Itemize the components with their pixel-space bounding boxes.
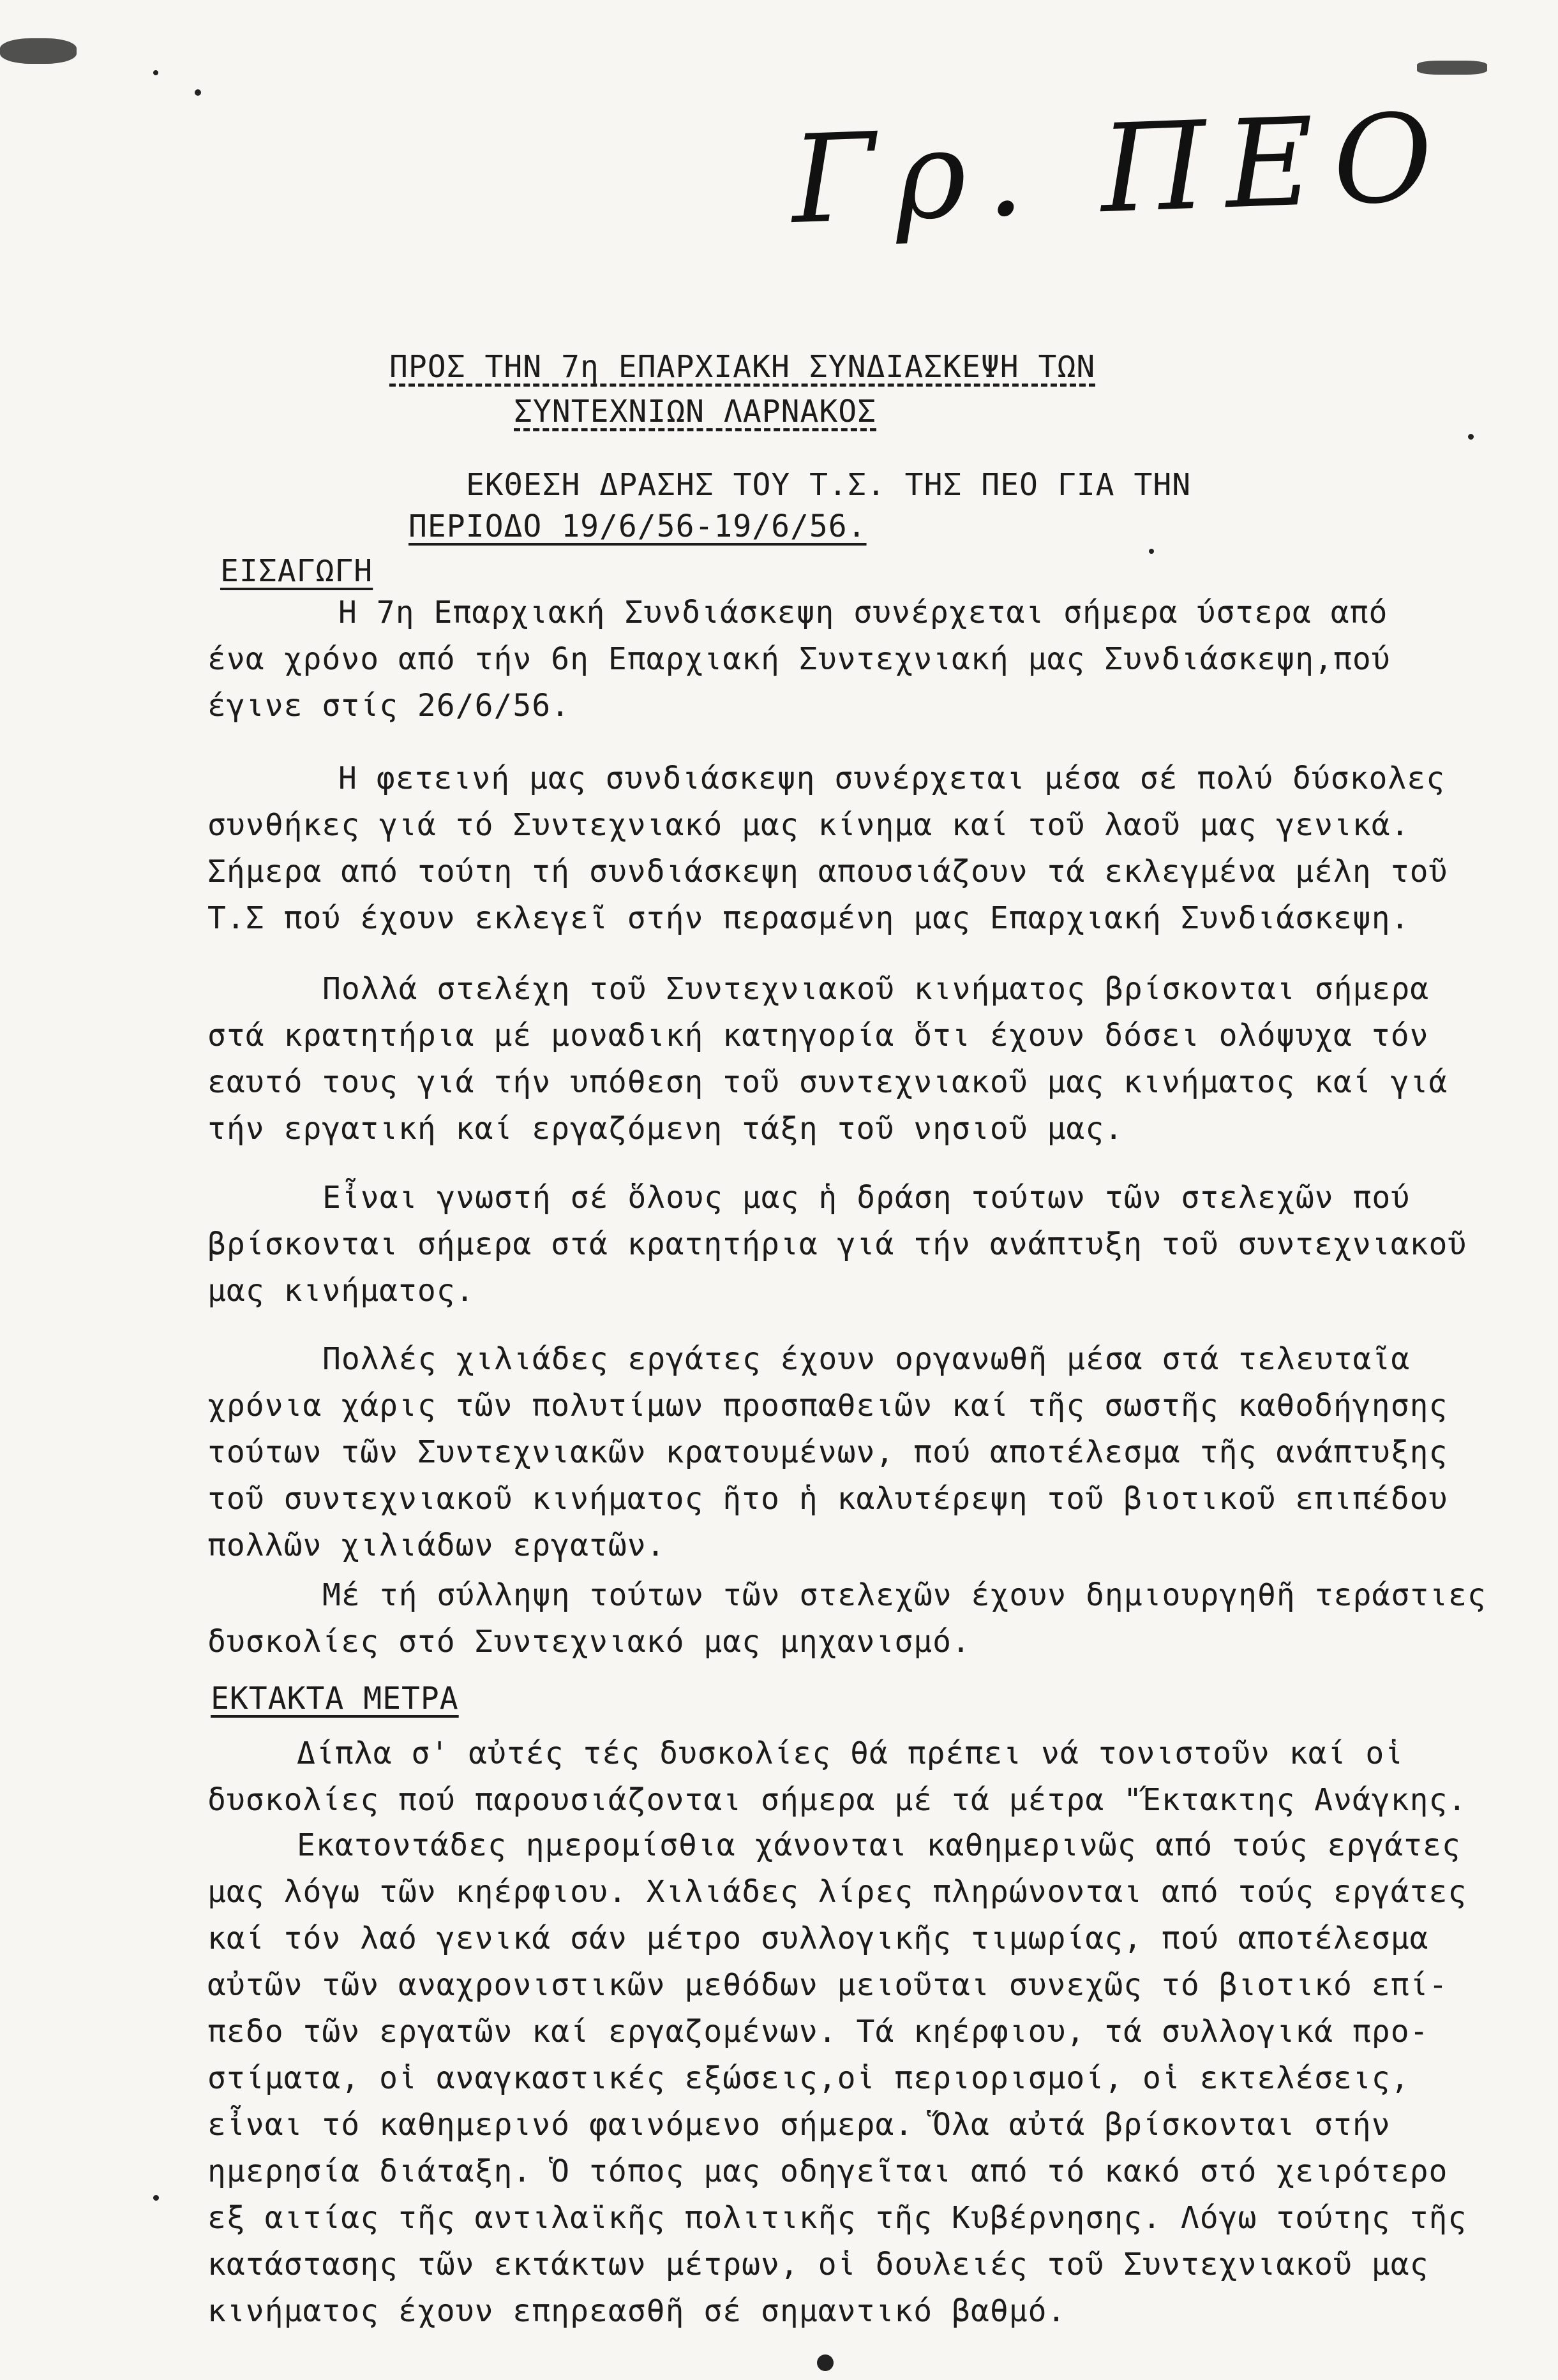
text-line: πολλῶν χιλιάδων εργατῶν. bbox=[207, 1528, 666, 1563]
text-line: κατάστασης τῶν εκτάκτων μέτρων, οἱ δουλειές τοῦ Συντεχνιακοῦ μας bbox=[207, 2247, 1429, 2282]
text-line: εαυτό τους γιά τήν υπόθεση τοῦ συντεχνιακοῦ μας κινήματος καί γιά bbox=[207, 1064, 1448, 1100]
scan-speck bbox=[817, 2354, 834, 2371]
text-line: εἶναι τό καθημερινό φαινόμενο σήμερα. Ὅλα αὐτά βρίσκονται στήν bbox=[207, 2107, 1391, 2143]
text-line: μας κινήματος. bbox=[207, 1273, 475, 1309]
scan-speck bbox=[1149, 549, 1154, 554]
text-line: ένα χρόνο από τήν 6η Επαρχιακή Συντεχνιακή μας Συνδιάσκεψη,πού bbox=[207, 641, 1391, 677]
text-line: κινήματος έχουν επηρεασθῆ σέ σημαντικό βαθμό. bbox=[207, 2293, 1067, 2329]
text-line: τοῦ συντεχνιακοῦ κινήματος ῆτο ἡ καλυτέρεψη τοῦ βιοτικοῦ επιπέδου bbox=[207, 1481, 1448, 1517]
heading-line-4: ΠΕΡΙΟΔΟ 19/6/56-19/6/56. bbox=[408, 509, 867, 544]
text-line: δυσκολίες πού παρουσιάζονται σήμερα μέ τά μέτρα "Έκτακτης Ανάγκης. bbox=[207, 1782, 1467, 1818]
text-line: βρίσκονται σήμερα στά κρατητήρια γιά τήν ανάπτυξη τοῦ συντεχνιακοῦ bbox=[207, 1226, 1467, 1262]
scan-speck bbox=[153, 70, 158, 75]
text-line: Μέ τή σύλληψη τούτων τῶν στελεχῶν έχουν δημιουργηθῆ τεράστιες bbox=[322, 1577, 1487, 1613]
text-line: στίματα, οἱ αναγκαστικές εξώσεις,οἱ περιορισμοί, οἱ εκτελέσεις, bbox=[207, 2060, 1410, 2096]
heading-line-1: ΠΡΟΣ ΤΗΝ 7η ΕΠΑΡΧΙΑΚΗ ΣΥΝΔΙΑΣΚΕΨΗ ΤΩΝ bbox=[389, 349, 1096, 385]
text-line: αὐτῶν τῶν αναχρονιστικῶν μεθόδων μειοῦται συνεχῶς τό βιοτικό επί- bbox=[207, 1967, 1448, 2003]
text-line: εξ αιτίας τῆς αντιλαϊκῆς πολιτικῆς τῆς Κυβέρνησης. Λόγω τούτης τῆς bbox=[207, 2200, 1467, 2236]
text-line: Η φετεινή μας συνδιάσκεψη συνέρχεται μέσα σέ πολύ δύσκολες bbox=[338, 761, 1446, 796]
text-line: Πολλές χιλιάδες εργάτες έχουν οργανωθῆ μέσα στά τελευταῖα bbox=[322, 1341, 1411, 1377]
text-line: χρόνια χάρις τῶν πολυτίμων προσπαθειῶν καί τῆς σωστῆς καθοδήγησης bbox=[207, 1388, 1448, 1424]
text-line: Σήμερα από τούτη τή συνδιάσκεψη απουσιάζουν τά εκλεγμένα μέλη τοῦ bbox=[207, 854, 1448, 889]
scan-speck bbox=[195, 89, 201, 96]
text-line: τήν εργατική καί εργαζόμενη τάξη τοῦ νησιοῦ μας. bbox=[207, 1111, 1124, 1147]
heading-line-2: ΣΥΝΤΕΧΝΙΩΝ ΛΑΡΝΑΚΟΣ bbox=[514, 394, 877, 429]
text-line: καί τόν λαό γενικά σάν μέτρο συλλογικῆς τιμωρίας, πού αποτέλεσμα bbox=[207, 1921, 1429, 1956]
text-line: ημερησία διάταξη. Ὁ τόπος μας οδηγεῖται από τό κακό στό χειρότερο bbox=[207, 2153, 1448, 2189]
text-line: Εκατοντάδες ημερομίσθια χάνονται καθημερινῶς από τούς εργάτες bbox=[297, 1827, 1461, 1863]
text-line: Δίπλα σ' αὐτές τές δυσκολίες θά πρέπει νά τονιστοῦν καί οἱ bbox=[297, 1736, 1404, 1771]
text-line: πεδο τῶν εργατῶν καί εργαζομένων. Τά κηέρφιου, τά συλλογικά προ- bbox=[207, 2014, 1429, 2049]
text-line: στά κρατητήρια μέ μοναδική κατηγορία ὅτι έχουν δόσει ολόψυχα τόν bbox=[207, 1018, 1429, 1053]
text-line: τούτων τῶν Συντεχνιακῶν κρατουμένων, πού αποτέλεσμα τῆς ανάπτυξης bbox=[207, 1434, 1448, 1470]
section-title-emergency-measures: ΕΚΤΑΚΤΑ ΜΕΤΡΑ bbox=[211, 1681, 459, 1716]
heading-line-3: ΕΚΘΕΣΗ ΔΡΑΣΗΣ ΤΟΥ Τ.Σ. ΤΗΣ ΠΕΟ ΓΙΑ ΤΗΝ bbox=[466, 467, 1192, 503]
text-line: μας λόγω τῶν κηέρφιου. Χιλιάδες λίρες πληρώνονται από τούς εργάτες bbox=[207, 1874, 1467, 1910]
section-title-introduction: ΕΙΣΑΓΩΓΗ bbox=[220, 553, 373, 589]
text-line: Εἶναι γνωστή σέ ὅλους μας ἡ δράση τούτων τῶν στελεχῶν πού bbox=[322, 1180, 1411, 1216]
text-line: Τ.Σ πού έχουν εκλεγεῖ στήν περασμένη μας Επαρχιακή Συνδιάσκεψη. bbox=[207, 900, 1410, 936]
scan-speck bbox=[153, 2195, 159, 2201]
scan-speck bbox=[1468, 434, 1474, 440]
text-line: συνθήκες γιά τό Συντεχνιακό μας κίνημα καί τοῦ λαοῦ μας γενικά. bbox=[207, 807, 1410, 843]
text-line: Πολλά στελέχη τοῦ Συντεχνιακοῦ κινήματος βρίσκονται σήμερα bbox=[322, 971, 1430, 1007]
text-line: έγινε στίς 26/6/56. bbox=[207, 688, 571, 724]
text-line: δυσκολίες στό Συντεχνιακό μας μηχανισμό. bbox=[207, 1624, 971, 1660]
handwritten-annotation: Γρ. ΠΕΟ bbox=[789, 87, 1455, 251]
text-line: Η 7η Επαρχιακή Συνδιάσκεψη συνέρχεται σήμερα ύστερα από bbox=[338, 595, 1388, 630]
scan-smudge bbox=[1417, 61, 1487, 75]
scan-smudge bbox=[0, 38, 77, 64]
